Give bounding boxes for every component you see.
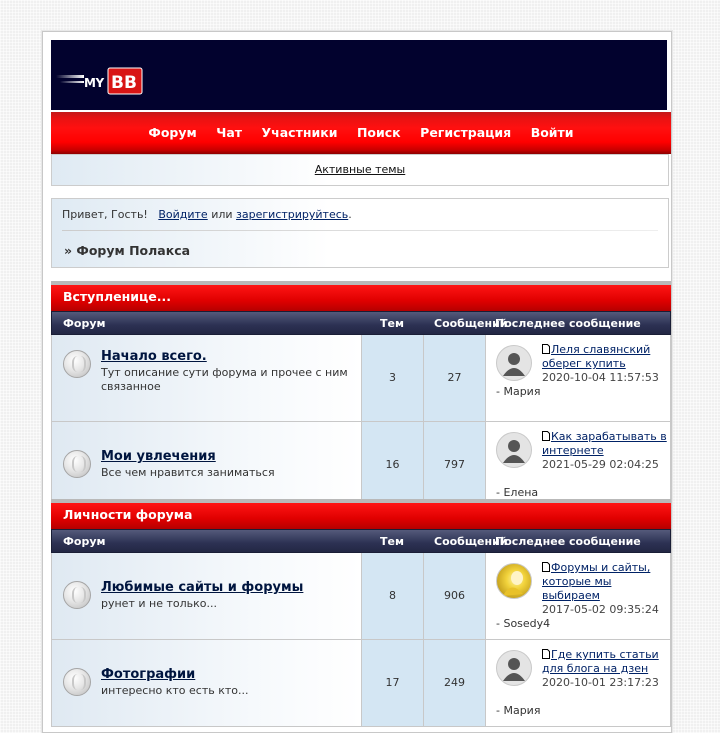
last-post-date: 2017-05-02 09:35:24 [542, 603, 659, 616]
user-photo-icon [497, 564, 531, 598]
forum-description: Тут описание сути форума и прочее с ним связанное [101, 366, 348, 393]
col-forum: Форум [63, 317, 106, 330]
page-container [42, 31, 672, 733]
last-post-cell [486, 422, 670, 508]
user-avatar[interactable] [496, 345, 532, 381]
col-last-post: Последнее сообщение [495, 317, 641, 330]
greeting-text: Привет, Гость! [62, 208, 148, 221]
last-post-link[interactable]: Где купить статьи для блога на дзен [542, 648, 659, 675]
menu-login[interactable]: Войти [530, 125, 574, 140]
forum-posts-count: 27 [424, 335, 486, 421]
last-post-link[interactable]: Как зарабатывать в интернете [542, 430, 667, 457]
forum-row [51, 553, 671, 640]
forum-description: Все чем нравится заниматься [101, 466, 275, 479]
forum-posts-count: 906 [424, 553, 486, 639]
forum-row [51, 422, 671, 509]
document-icon [542, 649, 550, 659]
welcome-text [62, 208, 352, 221]
active-topics-bar [51, 154, 669, 186]
forum-topics-count: 17 [362, 640, 424, 726]
active-topics-link[interactable]: Активные темы [314, 163, 406, 176]
last-post-date: 2020-10-01 23:17:23 [542, 676, 659, 689]
last-post-link[interactable]: Форумы и сайты, которые мы выбираем [542, 561, 651, 602]
menu-search[interactable]: Поиск [356, 125, 401, 140]
login-link[interactable]: Войдите [158, 208, 208, 221]
col-topics: Тем [380, 317, 404, 330]
forum-posts-count: 797 [424, 422, 486, 508]
forum-description: интересно кто есть кто... [101, 684, 249, 697]
document-icon [542, 562, 550, 572]
col-last-post: Последнее сообщение [495, 535, 641, 548]
main-menu [51, 112, 671, 154]
forum-title[interactable]: Мои увлечения [101, 449, 216, 464]
forum-status-icon [63, 581, 91, 609]
user-silhouette-icon [497, 651, 531, 685]
col-posts: Сообщений [434, 535, 508, 548]
forum-topics-count: 16 [362, 422, 424, 508]
forum-status-icon [63, 450, 91, 478]
last-post-link[interactable]: Леля славянский оберег купить [542, 343, 651, 370]
last-post-cell [486, 640, 670, 726]
forum-row [51, 640, 671, 727]
forum-status-icon [63, 668, 91, 696]
svg-text:BB: BB [111, 73, 137, 93]
last-post-cell [486, 335, 670, 421]
site-header [51, 40, 669, 110]
user-avatar[interactable] [496, 563, 532, 599]
category-personalities [51, 499, 671, 727]
col-forum: Форум [63, 535, 106, 548]
menu-members[interactable]: Участники [261, 125, 338, 140]
or-text: или [211, 208, 233, 221]
last-post-author: - Sosedy4 [496, 617, 551, 630]
forum-topics-count: 8 [362, 553, 424, 639]
breadcrumb: » Форум Полакса [64, 243, 191, 258]
category-title[interactable]: Вступленице... [51, 281, 671, 311]
last-post-date: 2020-10-04 11:57:53 [542, 371, 659, 384]
menu-forum[interactable]: Форум [148, 125, 197, 140]
category-title[interactable]: Личности форума [51, 499, 671, 529]
register-link[interactable]: зарегистрируйтесь [236, 208, 349, 221]
last-post-author: - Елена [496, 486, 539, 499]
user-silhouette-icon [497, 346, 531, 380]
mybb-logo[interactable] [56, 62, 146, 98]
svg-text:MY: MY [84, 76, 104, 90]
menu-chat[interactable]: Чат [216, 125, 243, 140]
forum-title[interactable]: Начало всего. [101, 349, 207, 364]
last-post-cell [486, 553, 670, 639]
category-intro [51, 281, 671, 509]
document-icon [542, 431, 550, 441]
welcome-panel [51, 198, 669, 268]
forum-title[interactable]: Фотографии [101, 667, 196, 682]
forum-description: рунет и не только... [101, 597, 217, 610]
table-header [51, 311, 671, 335]
last-post-author: - Мария [496, 385, 541, 398]
forum-topics-count: 3 [362, 335, 424, 421]
divider [62, 230, 658, 231]
user-silhouette-icon [497, 433, 531, 467]
document-icon [542, 344, 550, 354]
last-post-date: 2021-05-29 02:04:25 [542, 458, 659, 471]
user-avatar[interactable] [496, 650, 532, 686]
menu-register[interactable]: Регистрация [420, 125, 512, 140]
user-avatar[interactable] [496, 432, 532, 468]
dot-text: . [348, 208, 352, 221]
table-header [51, 529, 671, 553]
last-post-author: - Мария [496, 704, 541, 717]
forum-status-icon [63, 350, 91, 378]
forum-row [51, 335, 671, 422]
col-posts: Сообщений [434, 317, 508, 330]
forum-title[interactable]: Любимые сайты и форумы [101, 580, 304, 595]
col-topics: Тем [380, 535, 404, 548]
forum-posts-count: 249 [424, 640, 486, 726]
